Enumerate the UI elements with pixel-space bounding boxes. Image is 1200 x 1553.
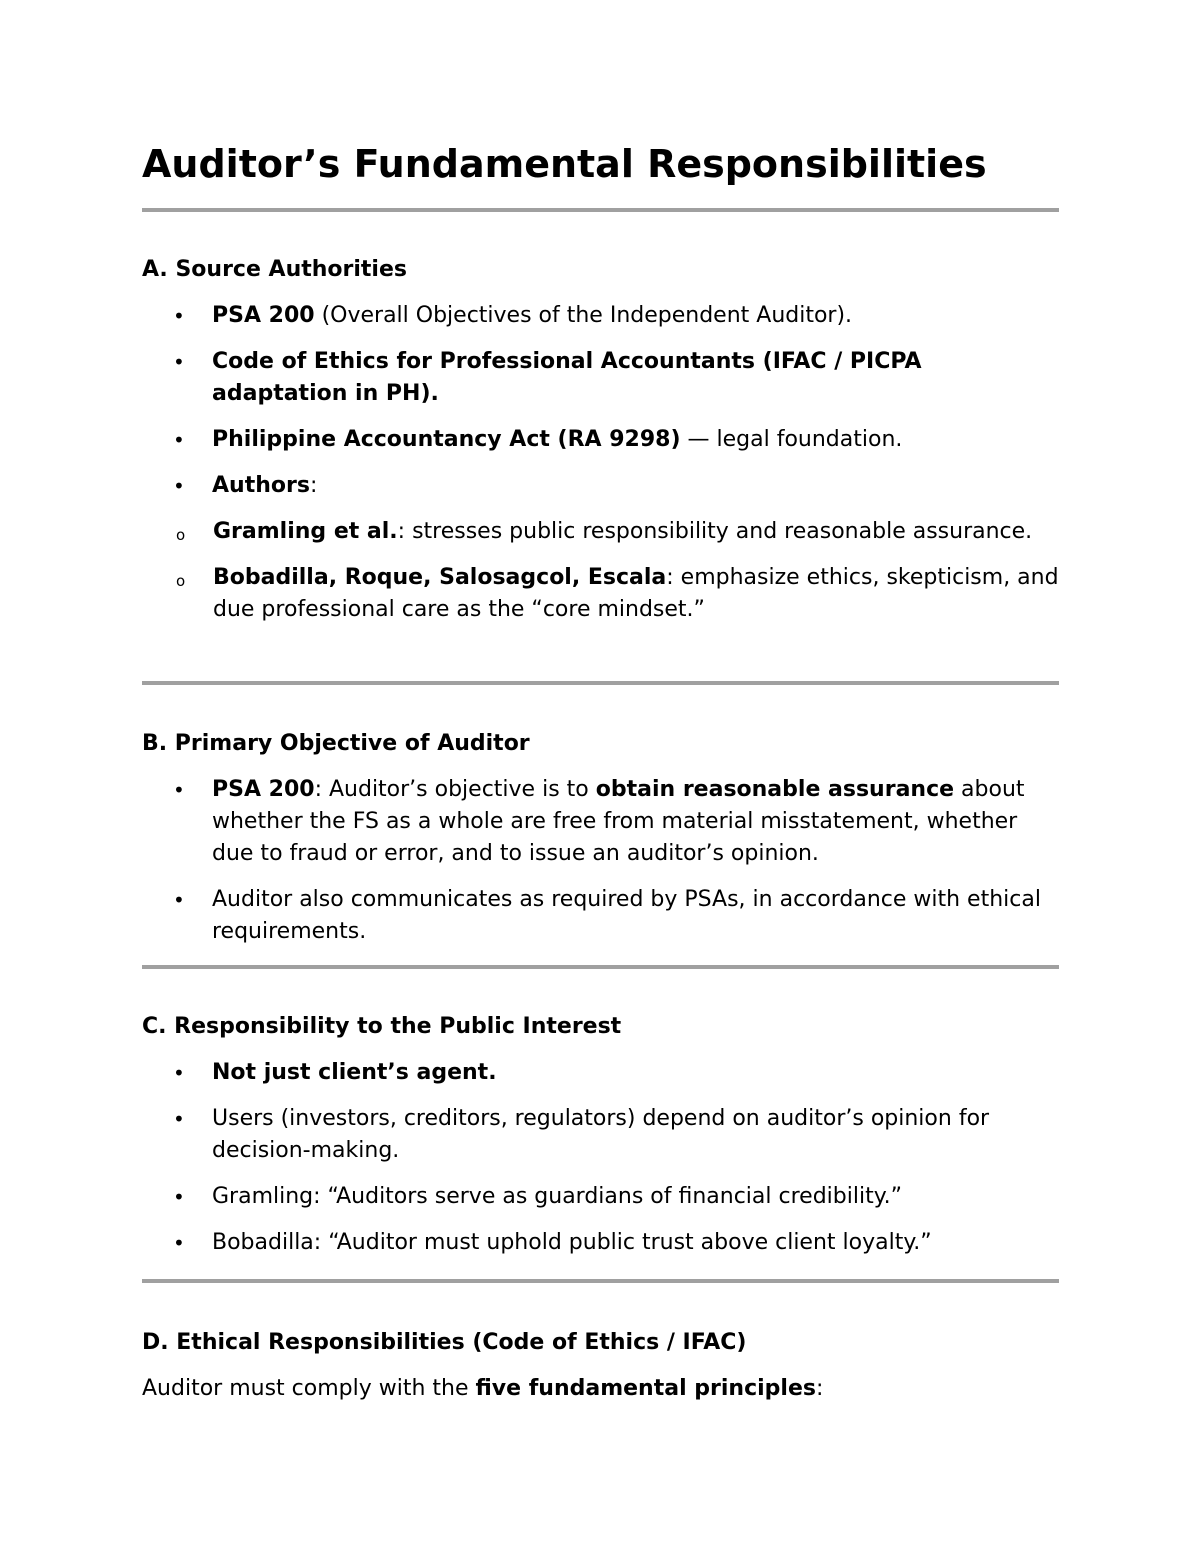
document-title: Auditor’s Fundamental Responsibilities xyxy=(142,142,987,186)
section-heading: D. Ethical Responsibilities (Code of Ethics / IFAC) xyxy=(142,1330,747,1355)
sub-list-item: o Bobadilla, Roque, Salosagcol, Escala: emphasize ethics, skepticism, and due professional care as the “core mindset.” xyxy=(176,565,1059,622)
section-divider xyxy=(142,1279,1059,1283)
bullet-icon: • xyxy=(173,778,185,802)
bullet-list xyxy=(142,300,1059,626)
bullet-icon: • xyxy=(173,350,185,374)
title-divider xyxy=(142,208,1059,212)
bullet-icon: • xyxy=(173,428,185,452)
list-item: • Auditor also communicates as required by PSAs, in accordance with ethical requirements. xyxy=(142,884,1059,948)
list-item: • Code of Ethics for Professional Accountants (IFAC / PICPA adaptation in PH). xyxy=(142,346,1059,410)
section-heading: A. Source Authorities xyxy=(142,257,407,282)
section-public-interest xyxy=(142,1011,1059,1273)
list-item: • Philippine Accountancy Act (RA 9298) — legal foundation. xyxy=(142,424,1059,456)
section-heading: C. Responsibility to the Public Interest xyxy=(142,1014,622,1039)
list-item: • Not just client’s agent. xyxy=(142,1057,1059,1089)
circle-bullet-icon: o xyxy=(176,572,186,590)
bullet-icon: • xyxy=(173,1231,185,1255)
list-item: • PSA 200 (Overall Objectives of the Independent Auditor). xyxy=(142,300,1059,332)
bullet-icon: • xyxy=(173,304,185,328)
bullet-list xyxy=(142,774,1059,948)
bullet-icon: • xyxy=(173,1061,185,1085)
sub-bullet-list xyxy=(142,516,1059,626)
section-source-authorities xyxy=(142,254,1059,626)
circle-bullet-icon: o xyxy=(176,526,186,544)
sub-list-item: o Gramling et al.: stresses public responsibility and reasonable assurance. xyxy=(142,516,1059,548)
bullet-list xyxy=(142,1057,1059,1259)
bullet-icon: • xyxy=(173,888,185,912)
section-primary-objective xyxy=(142,728,1059,962)
list-item: • Authors: o Gramling et al.: stresses public responsibility and reasonable assurance. o Bobadilla, Roque, Salosagcol, Escala: emphasize ethics, skepticism, and due professional care as the “core mindset.” xyxy=(142,470,1059,626)
list-item: • PSA 200: Auditor’s objective is to obtain reasonable assurance about whether the FS as a whole are free from material misstatement, whether due to fraud or error, and to issue an auditor’s opinion. xyxy=(142,774,1059,870)
list-item: • Users (investors, creditors, regulators) depend on auditor’s opinion for decision-making. xyxy=(142,1103,1059,1167)
bullet-icon: • xyxy=(173,1185,185,1209)
list-item: • Gramling: “Auditors serve as guardians of financial credibility.” xyxy=(142,1181,1059,1213)
section-heading: B. Primary Objective of Auditor xyxy=(142,731,530,756)
list-item: • Bobadilla: “Auditor must uphold public trust above client loyalty.” xyxy=(142,1227,1059,1259)
section-divider xyxy=(142,965,1059,969)
section-intro: Auditor must comply with the five fundamental principles: xyxy=(142,1376,824,1401)
section-ethical-responsibilities xyxy=(142,1327,1059,1405)
bullet-icon: • xyxy=(173,474,185,498)
section-divider xyxy=(142,681,1059,685)
bullet-icon: • xyxy=(173,1107,185,1131)
